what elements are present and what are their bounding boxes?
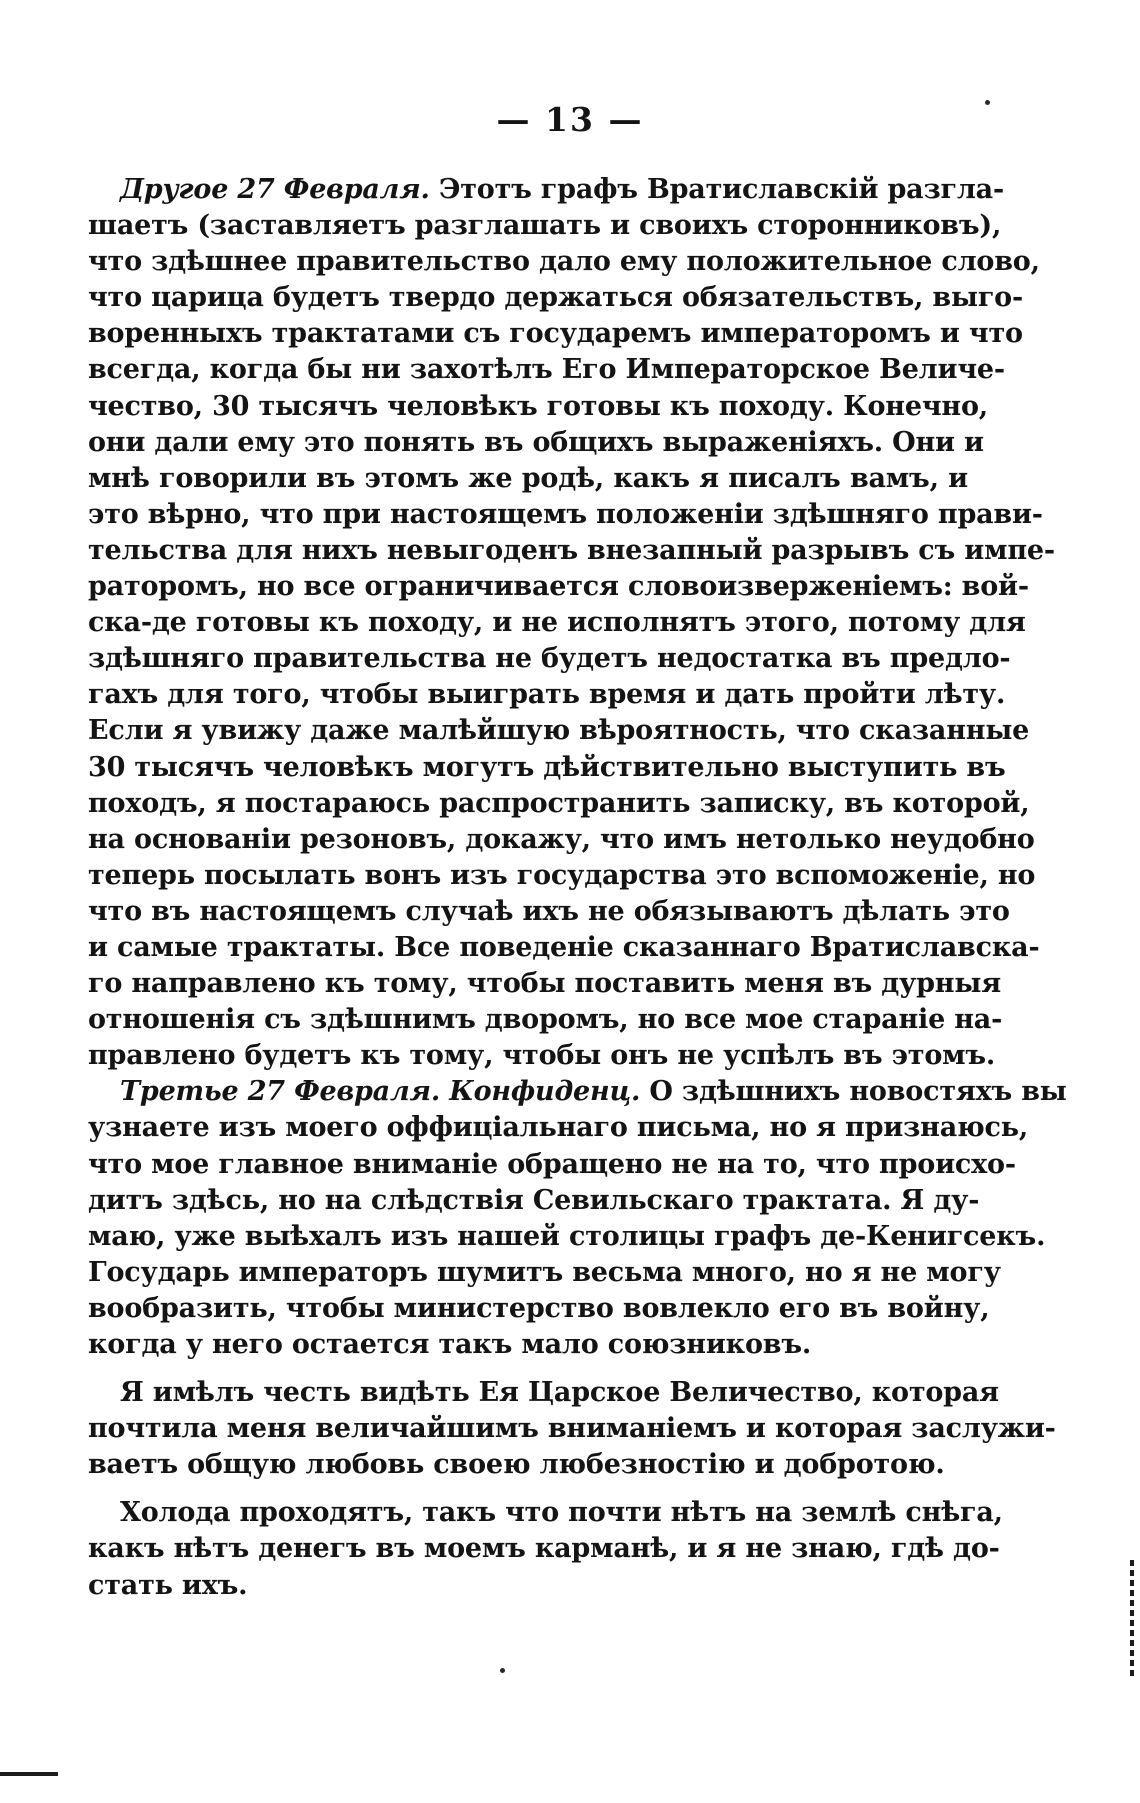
text-line: Государь императоръ шумитъ весьма много, но я не могу [88, 1256, 1001, 1288]
text-line: дитъ здѣсь, но на слѣдствія Севильскаго трактата. Я ду- [88, 1184, 980, 1216]
text-line: гахъ для того, чтобы выиграть время и дать пройти лѣту. [88, 679, 1006, 711]
line-text: Этотъ графъ Вратиславскій разгла- [438, 174, 1004, 205]
text-line: ска-де готовы къ походу, и не исполнятъ этого, потому для [88, 607, 1026, 639]
text-line: здѣшняго правительства не будетъ недостатка въ предло- [88, 643, 1011, 675]
text-line: узнаете изъ моего оффиціальнаго письма, но я признаюсь, [88, 1112, 1029, 1144]
text-line: почтила меня величайшимъ вниманіемъ и которая заслужи- [88, 1413, 1056, 1445]
text-line: правлено будетъ къ тому, чтобы онъ не успѣлъ въ этомъ. [88, 1040, 996, 1072]
text-line: что царица будетъ твердо держаться обязательствъ, выго- [88, 282, 1023, 314]
bottom-edge-rule [0, 1772, 58, 1776]
text-line: теперь посылать вонъ изъ государства это вспоможеніе, но [88, 859, 1036, 891]
text-line: чество, 30 тысячъ человѣкъ готовы къ походу. Конечно, [88, 390, 988, 422]
text-line: тельства для нихъ невыгоденъ внезапный разрывъ съ импе- [88, 534, 1055, 566]
text-line: это вѣрно, что при настоящемъ положеніи здѣшняго прави- [88, 498, 1043, 530]
text-line: раторомъ, но все ограничивается словоизверженіемъ: вой- [88, 571, 1029, 603]
line-text: О здѣшнихъ новостяхъ вы [649, 1076, 1067, 1108]
text-line: отношенія съ здѣшнимъ дворомъ, но все мое стараніе на- [88, 1004, 1003, 1036]
binding-edge-mark [1130, 1560, 1134, 1680]
text-line: воренныхъ трактатами съ государемъ императоромъ и что [88, 318, 1023, 350]
text-line: что въ настоящемъ случаѣ ихъ не обязываютъ дѣлать это [88, 895, 1010, 927]
text-line: стать ихъ. [88, 1569, 248, 1601]
page-number: — 13 — [496, 100, 644, 139]
text-line: вообразить, чтобы министерство вовлекло его въ войну, [88, 1292, 990, 1324]
text-line: мнѣ говорили въ этомъ же родѣ, какъ я писалъ вамъ, и [88, 462, 968, 494]
text-line: походъ, я постараюсь распространить записку, въ которой, [88, 787, 1030, 819]
text-line: они дали ему это понять въ общихъ выраженіяхъ. Они и [88, 426, 984, 458]
entry-heading: Другое 27 Февраля. [120, 174, 430, 205]
text-line: Я имѣлъ честь видѣть Ея Царское Величество, которая [120, 1377, 999, 1409]
text-line: го направлено къ тому, чтобы поставить меня въ дурныя [88, 968, 1001, 1000]
text-line [88, 172, 1004, 208]
text-line: когда у него остается такъ мало союзниковъ. [88, 1329, 812, 1360]
text-line: что мое главное вниманіе обращено не на то, что происхо- [88, 1148, 1016, 1180]
text-line: ваетъ общую любовь своею любезностію и добротою. [88, 1449, 945, 1481]
body-text [88, 172, 1067, 1604]
text-line: Если я увижу даже малѣйшую вѣроятность, что сказанные [88, 715, 1030, 747]
text-line: на основаніи резоновъ, докажу, что имъ нетолько неудобно [88, 823, 1035, 855]
ink-speck [500, 1668, 505, 1673]
text-line: и самые трактаты. Все поведеніе сказаннаго Вратиславска- [88, 931, 1040, 963]
entry-heading: Третье 27 Февраля. Конфиденц. [120, 1076, 641, 1108]
text-line: какъ нѣтъ денегъ въ моемъ карманѣ, и я не знаю, гдѣ до- [88, 1533, 1000, 1565]
text-line [88, 1074, 1067, 1110]
text-line: что здѣшнее правительство дало ему положительное слово, [88, 246, 1040, 278]
text-line: Холода проходятъ, такъ что почти нѣтъ на землѣ снѣга, [120, 1497, 1003, 1529]
text-line: шаетъ (заставляетъ разглашать и своихъ сторонниковъ), [88, 210, 1002, 242]
text-line: маю, уже выѣхалъ изъ нашей столицы графъ де-Кенигсекъ. [88, 1220, 1046, 1252]
text-line: 30 тысячъ человѣкъ могутъ дѣйствительно выступить въ [88, 751, 1006, 783]
text-line: всегда, когда бы ни захотѣлъ Его Императорское Величе- [88, 354, 1005, 386]
